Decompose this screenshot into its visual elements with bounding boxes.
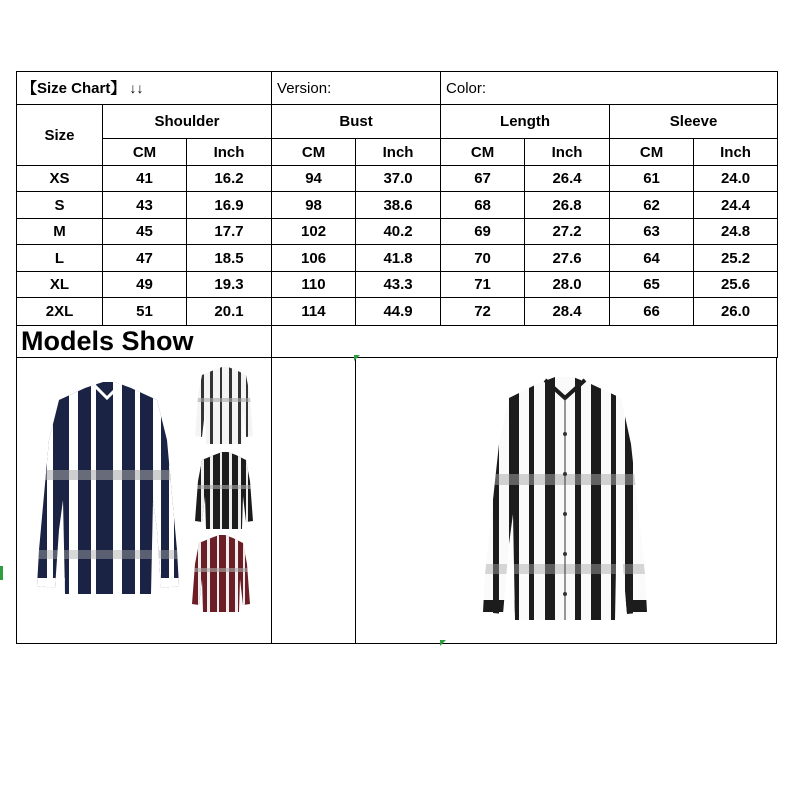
value-cell: 24.4 bbox=[694, 192, 778, 219]
value-cell: 68 bbox=[441, 192, 525, 219]
value-cell: 27.2 bbox=[525, 219, 610, 245]
models-show-row bbox=[17, 326, 778, 358]
value-cell: 69 bbox=[441, 219, 525, 245]
table-row bbox=[17, 245, 778, 272]
unit-header-row bbox=[17, 139, 778, 166]
group-header-sleeve: Sleeve bbox=[610, 105, 778, 139]
size-header: Size bbox=[17, 105, 103, 166]
size-chart-title-cell bbox=[17, 72, 272, 105]
value-cell: 63 bbox=[610, 219, 694, 245]
divider bbox=[355, 358, 356, 643]
value-cell: 62 bbox=[610, 192, 694, 219]
value-cell: 72 bbox=[441, 298, 525, 326]
unit-header: Inch bbox=[356, 139, 441, 166]
value-cell: 102 bbox=[272, 219, 356, 245]
green-edge-marker-icon bbox=[0, 566, 3, 580]
color-label: Color: bbox=[446, 79, 487, 97]
group-header-length: Length bbox=[441, 105, 610, 139]
green-marker-icon bbox=[440, 640, 446, 646]
white-striped-shirt-icon bbox=[194, 366, 254, 446]
white-shirt-image bbox=[479, 374, 651, 624]
white-black-striped-shirt-icon bbox=[479, 374, 651, 624]
models-show-title: Models Show bbox=[17, 326, 272, 358]
size-chart-title: 【Size Chart】 bbox=[22, 79, 126, 97]
unit-header: CM bbox=[272, 139, 356, 166]
version-cell bbox=[272, 72, 441, 105]
value-cell: 44.9 bbox=[356, 298, 441, 326]
size-cell: S bbox=[17, 192, 103, 219]
down-arrows-icon: ↓↓ bbox=[129, 79, 144, 96]
table-row bbox=[17, 272, 778, 298]
unit-header: CM bbox=[610, 139, 694, 166]
size-cell: XS bbox=[17, 166, 103, 192]
size-chart-sheet bbox=[16, 71, 777, 644]
size-chart-table bbox=[16, 71, 778, 358]
value-cell: 28.4 bbox=[525, 298, 610, 326]
value-cell: 49 bbox=[103, 272, 187, 298]
value-cell: 43 bbox=[103, 192, 187, 219]
value-cell: 98 bbox=[272, 192, 356, 219]
unit-header: CM bbox=[441, 139, 525, 166]
version-label: Version: bbox=[277, 79, 332, 97]
value-cell: 26.0 bbox=[694, 298, 778, 326]
size-cell: XL bbox=[17, 272, 103, 298]
burgundy-striped-shirt-icon bbox=[191, 534, 251, 614]
value-cell: 37.0 bbox=[356, 166, 441, 192]
value-cell: 114 bbox=[272, 298, 356, 326]
value-cell: 16.2 bbox=[187, 166, 272, 192]
models-show-empty-cell bbox=[272, 326, 778, 358]
table-row bbox=[17, 298, 778, 326]
unit-header: Inch bbox=[525, 139, 610, 166]
value-cell: 94 bbox=[272, 166, 356, 192]
unit-header: Inch bbox=[187, 139, 272, 166]
value-cell: 19.3 bbox=[187, 272, 272, 298]
value-cell: 41.8 bbox=[356, 245, 441, 272]
header-row bbox=[17, 72, 778, 105]
value-cell: 65 bbox=[610, 272, 694, 298]
value-cell: 43.3 bbox=[356, 272, 441, 298]
size-cell: L bbox=[17, 245, 103, 272]
green-marker-icon bbox=[354, 355, 360, 361]
value-cell: 18.5 bbox=[187, 245, 272, 272]
value-cell: 47 bbox=[103, 245, 187, 272]
value-cell: 71 bbox=[441, 272, 525, 298]
value-cell: 24.0 bbox=[694, 166, 778, 192]
value-cell: 16.9 bbox=[187, 192, 272, 219]
black-striped-shirt-icon bbox=[194, 451, 254, 531]
black-shirt-thumbnail bbox=[194, 451, 254, 531]
burgundy-shirt-thumbnail bbox=[191, 534, 251, 614]
value-cell: 26.8 bbox=[525, 192, 610, 219]
value-cell: 25.6 bbox=[694, 272, 778, 298]
navy-striped-shirt-icon bbox=[35, 380, 181, 602]
unit-header: Inch bbox=[694, 139, 778, 166]
value-cell: 61 bbox=[610, 166, 694, 192]
size-cell: 2XL bbox=[17, 298, 103, 326]
size-cell: M bbox=[17, 219, 103, 245]
value-cell: 110 bbox=[272, 272, 356, 298]
unit-header: CM bbox=[103, 139, 187, 166]
value-cell: 106 bbox=[272, 245, 356, 272]
table-row bbox=[17, 219, 778, 245]
value-cell: 27.6 bbox=[525, 245, 610, 272]
value-cell: 66 bbox=[610, 298, 694, 326]
value-cell: 28.0 bbox=[525, 272, 610, 298]
value-cell: 70 bbox=[441, 245, 525, 272]
value-cell: 25.2 bbox=[694, 245, 778, 272]
value-cell: 40.2 bbox=[356, 219, 441, 245]
value-cell: 20.1 bbox=[187, 298, 272, 326]
group-header-bust: Bust bbox=[272, 105, 441, 139]
divider bbox=[271, 358, 272, 643]
value-cell: 26.4 bbox=[525, 166, 610, 192]
value-cell: 67 bbox=[441, 166, 525, 192]
white-shirt-thumbnail bbox=[194, 366, 254, 446]
value-cell: 64 bbox=[610, 245, 694, 272]
value-cell: 41 bbox=[103, 166, 187, 192]
value-cell: 45 bbox=[103, 219, 187, 245]
value-cell: 24.8 bbox=[694, 219, 778, 245]
table-row bbox=[17, 166, 778, 192]
value-cell: 17.7 bbox=[187, 219, 272, 245]
table-row bbox=[17, 192, 778, 219]
value-cell: 38.6 bbox=[356, 192, 441, 219]
model-images-area bbox=[16, 358, 777, 644]
color-cell bbox=[441, 72, 778, 105]
value-cell: 51 bbox=[103, 298, 187, 326]
group-header-shoulder: Shoulder bbox=[103, 105, 272, 139]
group-header-row bbox=[17, 105, 778, 139]
navy-shirt-image bbox=[35, 380, 181, 602]
